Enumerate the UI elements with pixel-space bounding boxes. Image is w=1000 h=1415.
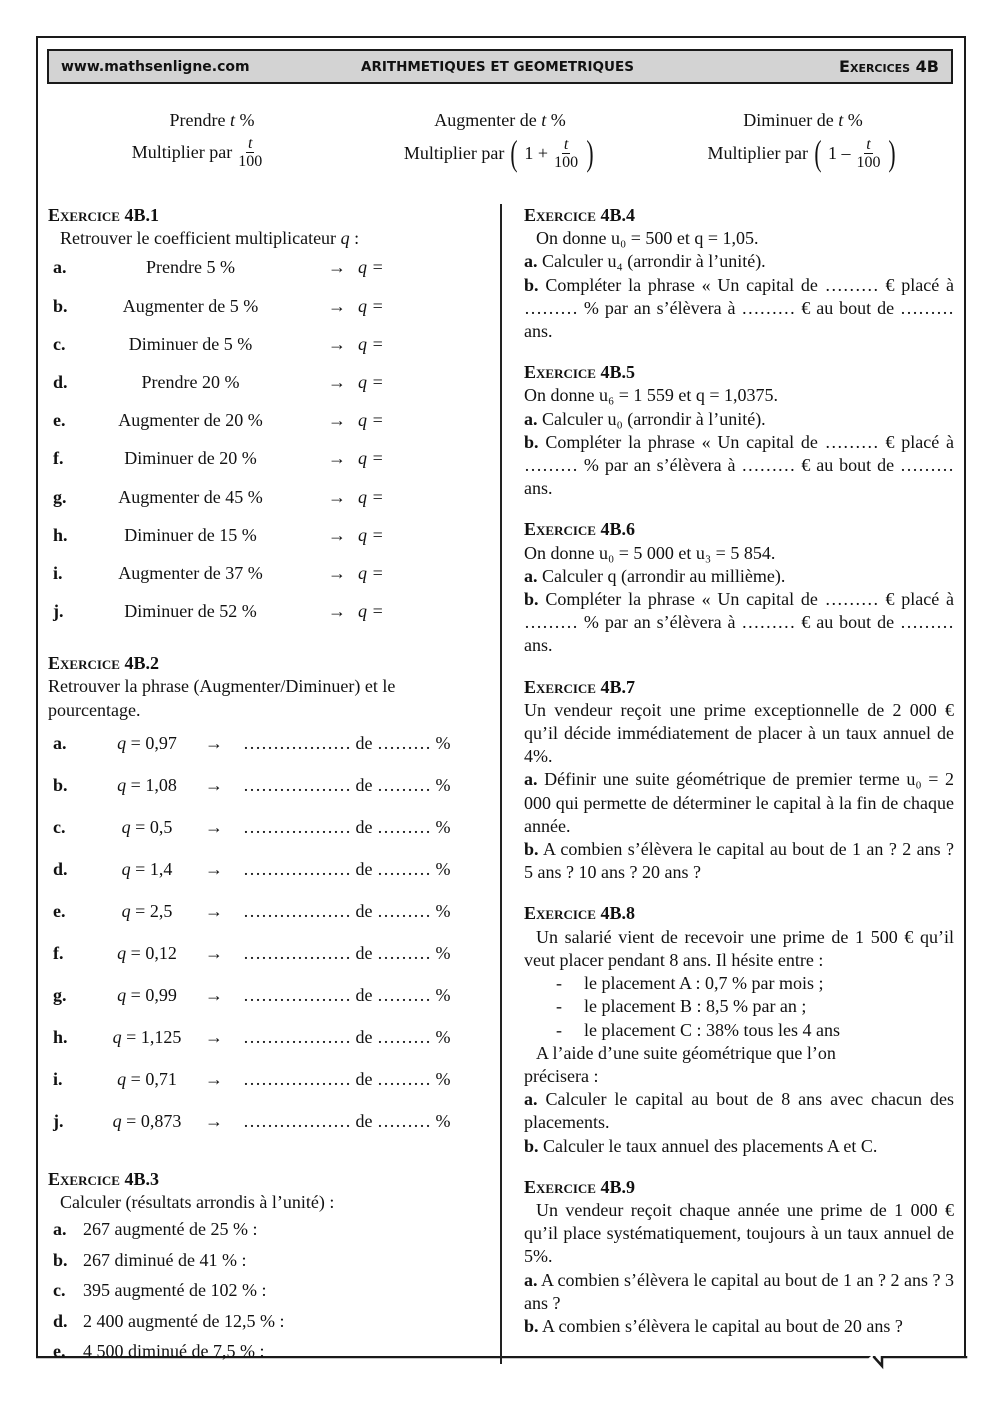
question-label: b. — [524, 839, 539, 860]
exercise-intro: Retrouver la phrase (Augmenter/Diminuer) et le pourcentage. — [48, 676, 396, 720]
coefficient-row — [48, 562, 478, 600]
fraction — [552, 136, 580, 171]
formula-percent: % — [546, 110, 566, 130]
exercise-intro — [524, 926, 954, 972]
item-text: Diminuer de 5 % — [128, 333, 253, 354]
arrow-right-icon: → — [328, 410, 346, 431]
q-equals-text: q = — [358, 295, 384, 316]
q-equals — [358, 486, 384, 509]
formula-multiply-label: Multiplier par — [131, 142, 233, 162]
question-label: a. — [524, 1269, 538, 1290]
exercise-number: 4B.5 — [600, 362, 635, 383]
q-value: q = 0,5 — [121, 816, 173, 837]
question-text: Calculer q (arrondir au millième). — [542, 565, 786, 586]
formula-label: Diminuer de — [743, 110, 839, 130]
question-b — [524, 274, 954, 344]
intro-text: Retrouver le coefficient multiplicateur — [60, 228, 337, 249]
q-number: 0,71 — [145, 1068, 177, 1089]
item-label: d. — [53, 858, 68, 879]
item-label: h. — [53, 1026, 68, 1047]
arrow-right-icon: → — [328, 601, 346, 622]
answer-blank: ……………… de ……… % — [243, 1068, 451, 1089]
exercise-title — [48, 1168, 478, 1191]
exercise-word: Exercice — [48, 1168, 120, 1189]
exercise-4b5 — [524, 361, 954, 500]
question-text: Compléter la phrase « Un capital de ……… € placé à ……… % par an s’élèvera à ……… € au bout de ……… ans. — [524, 589, 955, 656]
q-equals — [358, 333, 384, 356]
right-paren: ) — [888, 133, 897, 173]
intro-text: Un salarié vient de recevoir une prime de 1 500 € qu’il veut placer pendant 8 ans. Il hésite entre : — [524, 926, 954, 970]
coefficient-row — [48, 409, 478, 447]
intro-var: q — [340, 228, 350, 249]
fraction — [236, 135, 264, 170]
formula-multiply-label: Multiplier par — [403, 142, 505, 163]
coefficient-row — [48, 524, 478, 562]
formula-prendre — [123, 110, 273, 170]
question-text: A combien s’élèvera le capital au bout de 20 ans ? — [542, 1315, 903, 1336]
item-label: e. — [53, 900, 66, 921]
exercise-4b4 — [524, 204, 954, 343]
fraction-denominator: 100 — [238, 153, 263, 170]
arrow-right-icon: → — [328, 257, 346, 278]
exercise-title — [524, 902, 954, 925]
worksheet-title: ARITHMETIQUES ET GEOMETRIQUES — [361, 58, 634, 75]
right-paren: ) — [586, 133, 594, 173]
option-text: le placement B : 8,5 % par an ; — [584, 996, 807, 1017]
question-a — [524, 1088, 954, 1134]
item-text: Augmenter de 45 % — [118, 486, 263, 507]
fraction-numerator: t — [563, 135, 569, 153]
answer-blank: ……………… de ……… % — [243, 1026, 451, 1047]
coefficient-row — [48, 371, 478, 409]
arrow-right-icon: → — [328, 524, 346, 545]
item-label: e. — [53, 410, 66, 431]
arrow-right-icon: → — [205, 858, 223, 879]
arrow-right-icon: → — [328, 486, 346, 507]
q-equals — [358, 256, 384, 279]
answer-blank: ……………… de ……… % — [243, 900, 451, 921]
exercise-number: 4B.8 — [600, 903, 635, 924]
exercise-number: 4B.6 — [600, 519, 635, 540]
fraction-denominator: 100 — [554, 153, 579, 171]
option-text: le placement A : 0,7 % par mois ; — [584, 973, 824, 994]
fraction-numerator: t — [248, 135, 253, 152]
coefficient-row — [48, 333, 478, 371]
item-label: b. — [53, 1249, 68, 1270]
left-paren: ( — [510, 133, 519, 173]
column-divider — [500, 204, 502, 1364]
exercise-4b3 — [48, 1168, 478, 1371]
question-text: Compléter la phrase « Un capital de ……… € placé à ……… % par an s’élèvera à ……… € au bout de ……… ans. — [524, 431, 955, 499]
coefficient-row — [48, 486, 478, 524]
coefficient-list — [48, 256, 478, 638]
exercise-word: Exercice — [48, 205, 120, 225]
q-number: 1,08 — [145, 774, 177, 795]
q-var: q — [117, 1068, 127, 1089]
item-label: f. — [53, 448, 64, 469]
exercise-given: On donne u₆ = 1 559 et q = 1,0375. — [524, 385, 779, 406]
question-label: b. — [524, 431, 539, 452]
answer-blank: ……………… de ……… % — [243, 984, 451, 1005]
exercise-word: Exercice — [524, 519, 596, 540]
fraction-denominator: 100 — [856, 153, 881, 171]
exercise-title — [48, 204, 478, 227]
item-text: 267 augmenté de 25 % : — [83, 1219, 258, 1240]
formula-var: t — [541, 110, 547, 130]
item-label: e. — [53, 1341, 66, 1362]
phrase-row — [48, 732, 478, 774]
q-value: q = 1,08 — [117, 774, 177, 795]
item-label: b. — [53, 774, 68, 795]
q-value: q = 1,4 — [121, 858, 173, 879]
q-equals-text: q = — [358, 601, 384, 622]
q-number: 0,97 — [145, 732, 177, 753]
q-var: q — [121, 816, 131, 837]
question-label: b. — [524, 274, 539, 295]
exercise-given: On donne u₀ = 5 000 et u₃ = 5 854. — [524, 542, 776, 563]
exercise-4b2 — [48, 652, 478, 1152]
question-a — [524, 768, 954, 838]
question-label: a. — [524, 1089, 538, 1110]
item-text: 267 diminué de 41 % : — [83, 1249, 247, 1270]
q-equals-text: q = — [358, 486, 384, 507]
answer-blank: ……………… de ……… % — [243, 732, 451, 753]
phrase-row — [48, 816, 478, 858]
question-a — [524, 565, 954, 588]
left-paren: ( — [814, 133, 822, 173]
item-label: i. — [53, 562, 63, 583]
exercise-title — [524, 676, 954, 699]
fraction-numerator: t — [866, 135, 871, 153]
q-number: 0,12 — [145, 942, 177, 963]
phrase-row — [48, 1068, 478, 1110]
item-text: 395 augmenté de 102 % : — [83, 1280, 267, 1301]
formula-reminder — [0, 110, 1000, 185]
exercise-word: Exercice — [524, 903, 596, 924]
q-equals-text: q = — [358, 410, 384, 431]
exercise-intro — [48, 227, 478, 250]
q-number: 0,873 — [140, 1110, 182, 1131]
question-label: b. — [524, 589, 539, 610]
formula-percent: % — [843, 110, 863, 130]
item-label: h. — [53, 524, 68, 545]
exercise-number: 4B.2 — [124, 653, 159, 674]
exercise-intro: Un vendeur reçoit une prime exceptionnelle de 2 000 € qu’il décide immédiatement de placer à un taux annuel de 4%. — [524, 699, 954, 767]
question-text: Calculer u₄ (arrondir à l’unité). — [542, 251, 766, 272]
exercise-word: Exercice — [48, 653, 120, 674]
q-var: q — [117, 774, 127, 795]
answer-blank: ……………… de ……… % — [243, 858, 451, 879]
question-b — [524, 1315, 954, 1338]
item-label: g. — [53, 486, 67, 507]
item-text: Diminuer de 20 % — [124, 448, 257, 469]
question-text: Calculer u₀ (arrondir à l’unité). — [542, 408, 766, 429]
exercise-word: Exercice — [524, 362, 596, 383]
exercise-title — [524, 518, 954, 541]
q-equals — [358, 409, 384, 432]
option-item — [524, 972, 954, 995]
calc-list — [48, 1218, 478, 1371]
exercise-4b7 — [524, 676, 954, 885]
q-value: q = 0,71 — [117, 1068, 177, 1089]
answer-blank: ……………… de ……… % — [243, 816, 451, 837]
arrow-right-icon: → — [328, 562, 346, 583]
exercise-number: 4B.4 — [600, 205, 635, 225]
item-text: Augmenter de 37 % — [118, 562, 263, 583]
formula-label: Prendre — [169, 110, 230, 130]
arrow-right-icon: → — [328, 371, 346, 392]
question-label: a. — [524, 408, 538, 429]
dash-bullet: - — [556, 1019, 562, 1040]
q-var: q — [117, 732, 127, 753]
arrow-right-icon: → — [328, 333, 346, 354]
q-equals-text: q = — [358, 562, 384, 583]
phrase-row — [48, 858, 478, 900]
item-text: Augmenter de 20 % — [118, 410, 263, 431]
mid-text: A l’aide d’une suite géométrique que l’on précisera : — [524, 1042, 836, 1086]
q-equals-text: q = — [358, 371, 384, 392]
calc-row — [48, 1249, 478, 1280]
q-var: q — [117, 942, 127, 963]
phrase-row — [48, 900, 478, 942]
item-label: a. — [53, 1219, 67, 1240]
q-value: q = 0,97 — [117, 732, 177, 753]
q-equals — [358, 447, 384, 470]
arrow-right-icon: → — [205, 1068, 223, 1089]
arrow-right-icon: → — [205, 732, 223, 753]
q-var: q — [117, 984, 127, 1005]
exercise-intro: Calculer (résultats arrondis à l’unité) : — [60, 1192, 335, 1213]
item-label: c. — [53, 333, 66, 354]
right-column — [524, 204, 954, 1356]
exercise-number: 4B.1 — [124, 205, 159, 225]
q-var: q — [112, 1110, 122, 1131]
q-equals-text: q = — [358, 333, 384, 354]
exercise-given: On donne u₀ = 500 et q = 1,05. — [536, 228, 759, 249]
exercise-title — [524, 204, 954, 227]
phrase-row — [48, 984, 478, 1026]
exercise-word: Exercice — [524, 1176, 596, 1197]
exercise-number: 4B.7 — [600, 676, 635, 697]
item-text: Prendre 20 % — [141, 371, 240, 392]
answer-blank: ……………… de ……… % — [243, 1110, 451, 1131]
coefficient-row — [48, 295, 478, 333]
question-a — [524, 1269, 954, 1315]
site-url: www.mathsenligne.com — [61, 58, 250, 75]
q-var: q — [121, 900, 131, 921]
question-text: Calculer le taux annuel des placements A et C. — [543, 1135, 878, 1156]
arrow-right-icon: → — [205, 1110, 223, 1131]
q-equals — [358, 600, 384, 623]
exercise-4b1 — [48, 204, 478, 638]
q-value: q = 2,5 — [121, 900, 173, 921]
q-value: q = 0,873 — [112, 1110, 182, 1131]
q-equals — [358, 371, 384, 394]
phrase-list — [48, 732, 478, 1152]
item-label: j. — [53, 601, 64, 622]
exercise-word: Exercice — [524, 205, 596, 225]
question-text: A combien s’élèvera le capital au bout de 1 an ? 2 ans ? 5 ans ? 10 ans ? 20 ans ? — [524, 839, 955, 883]
q-equals-text: q = — [358, 448, 384, 469]
item-label: d. — [53, 1310, 68, 1331]
exercise-title — [524, 1176, 954, 1199]
exercise-4b6 — [524, 518, 954, 657]
item-label: b. — [53, 295, 68, 316]
header-bar — [47, 49, 953, 84]
question-text: A combien s’élèvera le capital au bout de 1 an ? 2 ans ? 3 ans ? — [524, 1269, 955, 1313]
formula-var: t — [838, 110, 844, 130]
question-a — [524, 408, 954, 431]
arrow-right-icon: → — [205, 1026, 223, 1047]
exercise-title — [48, 652, 478, 675]
item-text: Prendre 5 % — [146, 257, 235, 278]
fraction — [854, 136, 882, 171]
formula-multiply-label: Multiplier par — [707, 142, 808, 163]
calc-row — [48, 1340, 478, 1371]
formula-percent: % — [235, 110, 255, 130]
q-number: 1,4 — [149, 858, 173, 879]
item-text: 4 500 diminué de 7,5 % : — [83, 1341, 265, 1362]
exercise-title — [524, 361, 954, 384]
phrase-row — [48, 942, 478, 984]
intro-end: : — [349, 228, 360, 249]
item-text: 2 400 augmenté de 12,5 % : — [83, 1310, 285, 1331]
answer-blank: ……………… de ……… % — [243, 774, 451, 795]
exercise-word: Exercice — [524, 676, 596, 697]
calc-row — [48, 1279, 478, 1310]
formula-augmenter — [400, 110, 600, 171]
q-number: 2,5 — [149, 900, 173, 921]
q-value: q = 0,12 — [117, 942, 177, 963]
formula-var: t — [229, 110, 235, 130]
dash-bullet: - — [556, 973, 562, 994]
item-label: c. — [53, 816, 66, 837]
item-text: Diminuer de 15 % — [124, 524, 257, 545]
q-number: 0,5 — [149, 816, 173, 837]
q-var: q — [112, 1026, 122, 1047]
coefficient-row — [48, 447, 478, 485]
arrow-right-icon: → — [328, 448, 346, 469]
option-text: le placement C : 38% tous les 4 ans — [584, 1019, 840, 1040]
question-b — [524, 1135, 954, 1158]
worksheet-code: Exercices 4B — [839, 57, 939, 76]
arrow-right-icon: → — [205, 984, 223, 1005]
exercise-number: 4B.9 — [600, 1176, 635, 1197]
phrase-row — [48, 1110, 478, 1152]
question-b — [524, 838, 954, 884]
item-label: d. — [53, 371, 68, 392]
formula-expr: 1 – — [827, 142, 851, 163]
arrow-right-icon: → — [205, 774, 223, 795]
arrow-right-icon: → — [205, 942, 223, 963]
arrow-right-icon: → — [205, 816, 223, 837]
item-label: a. — [53, 732, 67, 753]
formula-diminuer — [703, 110, 903, 171]
q-equals — [358, 295, 384, 318]
option-item — [524, 1019, 954, 1042]
question-a — [524, 250, 954, 273]
item-label: g. — [53, 984, 67, 1005]
question-b — [524, 588, 954, 658]
q-number: 1,125 — [140, 1026, 182, 1047]
exercise-mid — [524, 1042, 884, 1088]
item-text: Diminuer de 52 % — [124, 601, 257, 622]
question-label: a. — [524, 769, 538, 790]
exercise-4b9 — [524, 1176, 954, 1338]
question-label: a. — [524, 565, 538, 586]
coefficient-row — [48, 600, 478, 638]
coefficient-row — [48, 256, 478, 294]
calc-row — [48, 1310, 478, 1341]
option-item — [524, 995, 954, 1018]
exercise-4b8 — [524, 902, 954, 1157]
question-label: b. — [524, 1135, 539, 1156]
q-equals — [358, 562, 384, 585]
question-b — [524, 431, 954, 501]
item-label: a. — [53, 257, 67, 278]
question-text: Calculer le capital au bout de 8 ans avec chacun des placements. — [524, 1089, 954, 1133]
left-column — [48, 204, 478, 1389]
formula-label: Augmenter de — [434, 110, 542, 130]
item-label: f. — [53, 942, 64, 963]
q-value: q = 1,125 — [112, 1026, 182, 1047]
item-text: Augmenter de 5 % — [122, 295, 259, 316]
question-text: Compléter la phrase « Un capital de ……… € placé à ……… % par an s’élèvera à ……… € au bout de ……… ans. — [524, 274, 955, 342]
q-var: q — [121, 858, 131, 879]
item-label: c. — [53, 1280, 66, 1301]
arrow-right-icon: → — [205, 900, 223, 921]
item-label: j. — [53, 1110, 64, 1131]
q-number: 0,99 — [145, 984, 177, 1005]
q-equals — [358, 524, 384, 547]
q-equals-text: q = — [358, 524, 384, 545]
q-value: q = 0,99 — [117, 984, 177, 1005]
answer-blank: ……………… de ……… % — [243, 942, 451, 963]
calc-row — [48, 1218, 478, 1249]
item-label: i. — [53, 1068, 63, 1089]
arrow-right-icon: → — [328, 295, 346, 316]
phrase-row — [48, 774, 478, 816]
question-text: Définir une suite géométrique de premier terme u₀ = 2 000 qui permette de déterminer le capital à la fin de chaque année. — [524, 769, 954, 836]
exercise-intro — [524, 1199, 954, 1269]
question-label: a. — [524, 251, 538, 272]
question-label: b. — [524, 1315, 539, 1336]
exercise-number: 4B.3 — [124, 1168, 159, 1189]
q-equals-text: q = — [358, 257, 384, 278]
intro-text: Un vendeur reçoit chaque année une prime de 1 000 € qu’il place systématiquement, toujours à un taux annuel de 5%. — [524, 1199, 954, 1267]
dash-bullet: - — [556, 996, 562, 1017]
phrase-row — [48, 1026, 478, 1068]
formula-expr: 1 + — [524, 142, 549, 163]
